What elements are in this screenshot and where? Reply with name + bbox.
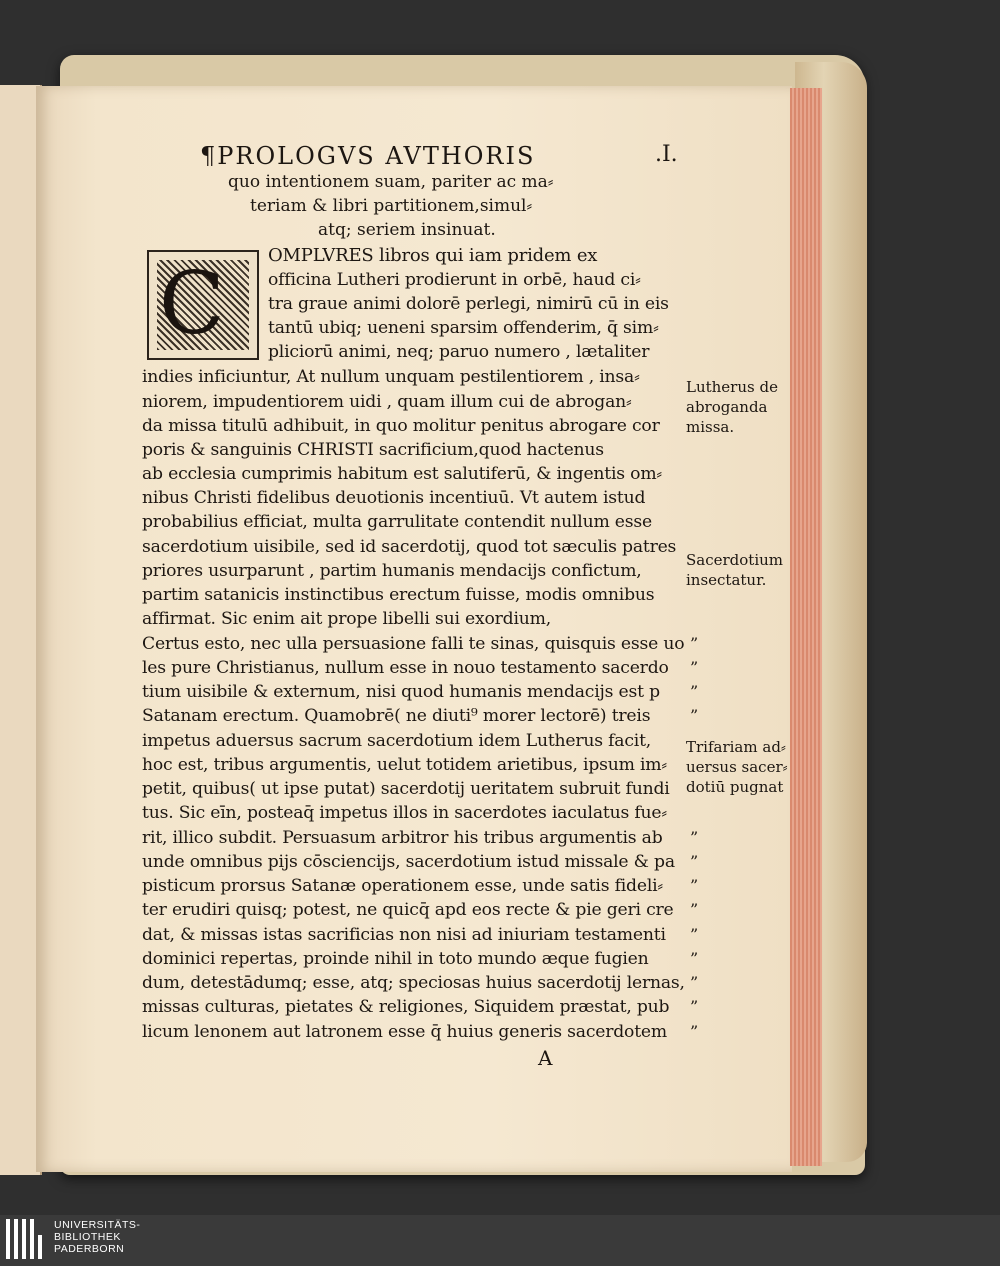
marginal-note-line: missa. (686, 418, 735, 436)
body-line: ab ecclesia cumprimis habitum est salutiferū, & ingentis om⸗ (142, 464, 662, 484)
body-line: sacerdotium uisibile, sed id sacerdotij, quod tot sæculis patres (142, 537, 677, 557)
signature-mark: A (538, 1046, 553, 1070)
library-footer (0, 1215, 1000, 1266)
quotation-mark: ” (690, 1022, 699, 1041)
quotation-mark: ” (690, 997, 699, 1016)
body-line: dum, detestādumq; esse, atq; speciosas huius sacerdotij lernas, (142, 973, 685, 993)
body-line: priores usurparunt , partim humanis mendacijs confictum, (142, 561, 642, 581)
logo-line: BIBLIOTHEK (54, 1231, 121, 1243)
body-line: tus. Sic eīn, posteaq̄ impetus illos in sacerdotes iaculatus fue⸗ (142, 803, 667, 823)
body-line: pisticum prorsus Satanæ operationem esse, unde satis fideli⸗ (142, 876, 663, 896)
quotation-mark: ” (690, 949, 699, 968)
body-line: unde omnibus pijs cōsciencijs, sacerdotium istud missale & pa (142, 852, 675, 872)
body-line: partim satanicis instinctibus erectum fuisse, modis omnibus (142, 585, 655, 605)
body-line: Satanam erectum. Quamobrē( ne diuti⁹ morer lectorē) treis (142, 706, 651, 726)
logo-line: PADERBORN (54, 1243, 125, 1255)
quotation-mark: ” (690, 973, 699, 992)
body-line: ter erudiri quisq; potest, ne quicq̄ apd eos recte & pie geri cre (142, 900, 674, 920)
marginal-note-line: dotiū pugnat (686, 778, 784, 796)
subtitle-line: atq; seriem insinuat. (318, 220, 496, 240)
body-line: indies inficiuntur, At nullum unquam pestilentiorem , insa⸗ (142, 367, 640, 387)
page-fore-edge (790, 88, 822, 1166)
body-line: probabilius efficiat, multa garrulitate contendit nullum esse (142, 512, 652, 532)
body-line: pliciorū animi, neq; paruo numero , lætaliter (268, 342, 650, 362)
marginal-note-line: Sacerdotium (686, 551, 784, 569)
marginal-note-line: abroganda (686, 398, 768, 416)
quotation-mark: ” (690, 634, 699, 653)
subtitle-line: teriam & libri partitionem,simul⸗ (250, 196, 533, 216)
marginal-note-line: Lutherus de (686, 378, 778, 396)
body-line: niorem, impudentiorem uidi , quam illum cui de abrogan⸗ (142, 392, 632, 412)
body-line: dat, & missas istas sacrificias non nisi ad iniuriam testamenti (142, 925, 666, 945)
body-line: hoc est, tribus argumentis, uelut totidem arietibus, ipsum im⸗ (142, 755, 667, 775)
quotation-mark: ” (690, 658, 699, 677)
quotation-mark: ” (690, 925, 699, 944)
body-line: licum lenonem aut latronem esse q̄ huius generis sacerdotem (142, 1022, 667, 1042)
subtitle-line: quo intentionem suam, pariter ac ma⸗ (228, 172, 554, 192)
decorated-initial (147, 250, 259, 360)
body-line: petit, quibus( ut ipse putat) sacerdotij ueritatem subruit fundi (142, 779, 670, 799)
quotation-mark: ” (690, 852, 699, 871)
body-line: tium uisibile & externum, nisi quod humanis mendacijs est p (142, 682, 660, 702)
body-line: Certus esto, nec ulla persuasione falli te sinas, quisquis esse uo (142, 634, 685, 654)
logo-line: UNIVERSITÄTS- (54, 1219, 141, 1231)
initial-letter: C (159, 254, 225, 354)
body-line: affirmat. Sic enim ait prope libelli sui exordium, (142, 609, 551, 629)
body-line: impetus aduersus sacrum sacerdotium idem Lutherus facit, (142, 731, 652, 751)
quotation-mark: ” (690, 682, 699, 701)
quotation-mark: ” (690, 900, 699, 919)
quotation-mark: ” (690, 876, 699, 895)
body-line: OMPLVRES libros qui iam pridem ex (268, 245, 598, 266)
body-line: missas culturas, pietates & religiones, Siquidem præstat, pub (142, 997, 670, 1017)
body-line: da missa titulū adhibuit, in quo molitur penitus abrogare cor (142, 416, 660, 436)
body-line: tra graue animi dolorē perlegi, nimirū cū in eis (268, 294, 669, 314)
body-line: rit, illico subdit. Persuasum arbitror his tribus argumentis ab (142, 828, 663, 848)
body-line: tantū ubiq; ueneni sparsim offenderim, q̄ sim⸗ (268, 318, 659, 338)
quotation-mark: ” (690, 828, 699, 847)
quotation-mark: ” (690, 706, 699, 725)
page-title: ¶PROLOGVS AVTHORIS (200, 142, 536, 170)
marginal-note-line: uersus sacer⸗ (686, 758, 788, 776)
folio-number: .I. (655, 142, 678, 167)
marginal-note-line: insectatur. (686, 571, 767, 589)
body-line: officina Lutheri prodierunt in orbē, haud ci⸗ (268, 270, 641, 290)
body-line: dominici repertas, proinde nihil in toto mundo æque fugien (142, 949, 649, 969)
body-line: les pure Christianus, nullum esse in nouo testamento sacerdo (142, 658, 669, 678)
body-line: poris & sanguinis CHRISTI sacrificium,quod hactenus (142, 440, 604, 460)
library-logo-text (54, 1219, 140, 1255)
marginal-note-line: Trifariam ad⸗ (686, 738, 786, 756)
body-line: nibus Christi fidelibus deuotionis incentiuū. Vt autem istud (142, 488, 646, 508)
library-logo-icon (6, 1219, 48, 1259)
